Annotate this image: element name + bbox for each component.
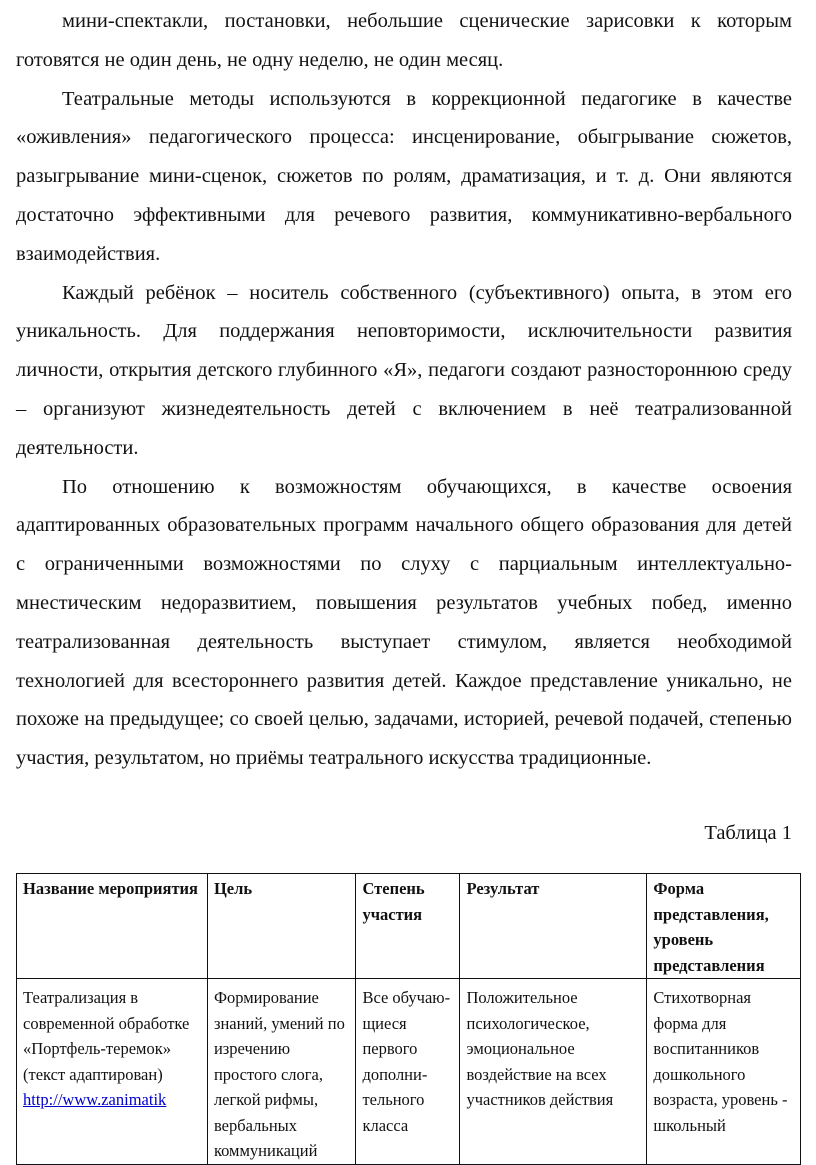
- header-goal: Цель: [207, 874, 356, 979]
- header-name: Название мероприятия: [17, 874, 208, 979]
- paragraph-child-experience: Каждый ребёнок – носитель собственного (субъективного) опыта, в этом его уникальность. Для поддержания неповторимости, исключительности развития личности, открытия детского глубинного «Я», педагоги создают разностороннюю среду – организуют жизнедеятельность детей с включением в неё театрализованной деятельности.: [16, 281, 792, 459]
- paragraph-continuation: мини-спектакли, постановки, небольшие сценические зарисовки к которым готовятся не один день, не одну неделю, не один месяц.: [16, 10, 792, 71]
- header-result: Результат: [460, 874, 647, 979]
- event-name: Театрализация в современной обработке «Портфель-теремок» (текст адаптирован): [23, 988, 190, 1084]
- cell-goal: Формирование знаний, умений по изречению простого слога, легкой рифмы, вербальных коммуникаций: [207, 979, 356, 1165]
- table-caption: Таблица 1: [704, 822, 792, 844]
- table-header-row: [17, 874, 801, 979]
- header-degree: Степень участия: [356, 874, 460, 979]
- events-table: [16, 873, 801, 1165]
- header-form: Форма представления, уровень представления: [647, 874, 801, 979]
- cell-degree: Все обучаю-щиеся первого дополни-тельного класса: [356, 979, 460, 1165]
- body-text: [16, 2, 792, 778]
- paragraph-abilities: По отношению к возможностям обучающихся, в качестве освоения адаптированных образовательных программ начального общего образования для детей с ограниченными возможностями по слуху с парциальным интеллектуально-мнестическим недоразвитием, повышения результатов учебных побед, именно театрализованная деятельность выступает стимулом, является необходимой технологией для всестороннего развития детей. Каждое представление уникально, не похоже на предыдущее; со своей целью, задачами, историей, речевой подачей, степенью участия, результатом, но приёмы театрального искусства традиционные.: [16, 475, 792, 770]
- cell-name: [17, 979, 208, 1165]
- table-row: [17, 979, 801, 1165]
- cell-result: Положительное психологическое, эмоциональное воздействие на всех участников действия: [460, 979, 647, 1165]
- event-link[interactable]: http://www.zanimatik: [23, 1090, 167, 1109]
- cell-form: Стихотворная форма для воспитанников дошкольного возраста, уровень - школьный: [647, 979, 801, 1165]
- paragraph-theatre-methods: Театральные методы используются в коррекционной педагогике в качестве «оживления» педагогического процесса: инсценирование, обыгрывание сюжетов, разыгрывание мини-сценок, сюжетов по ролям, драматизация, и т. д. Они являются достаточно эффективными для речевого развития, коммуникативно-вербального взаимодействия.: [16, 87, 792, 265]
